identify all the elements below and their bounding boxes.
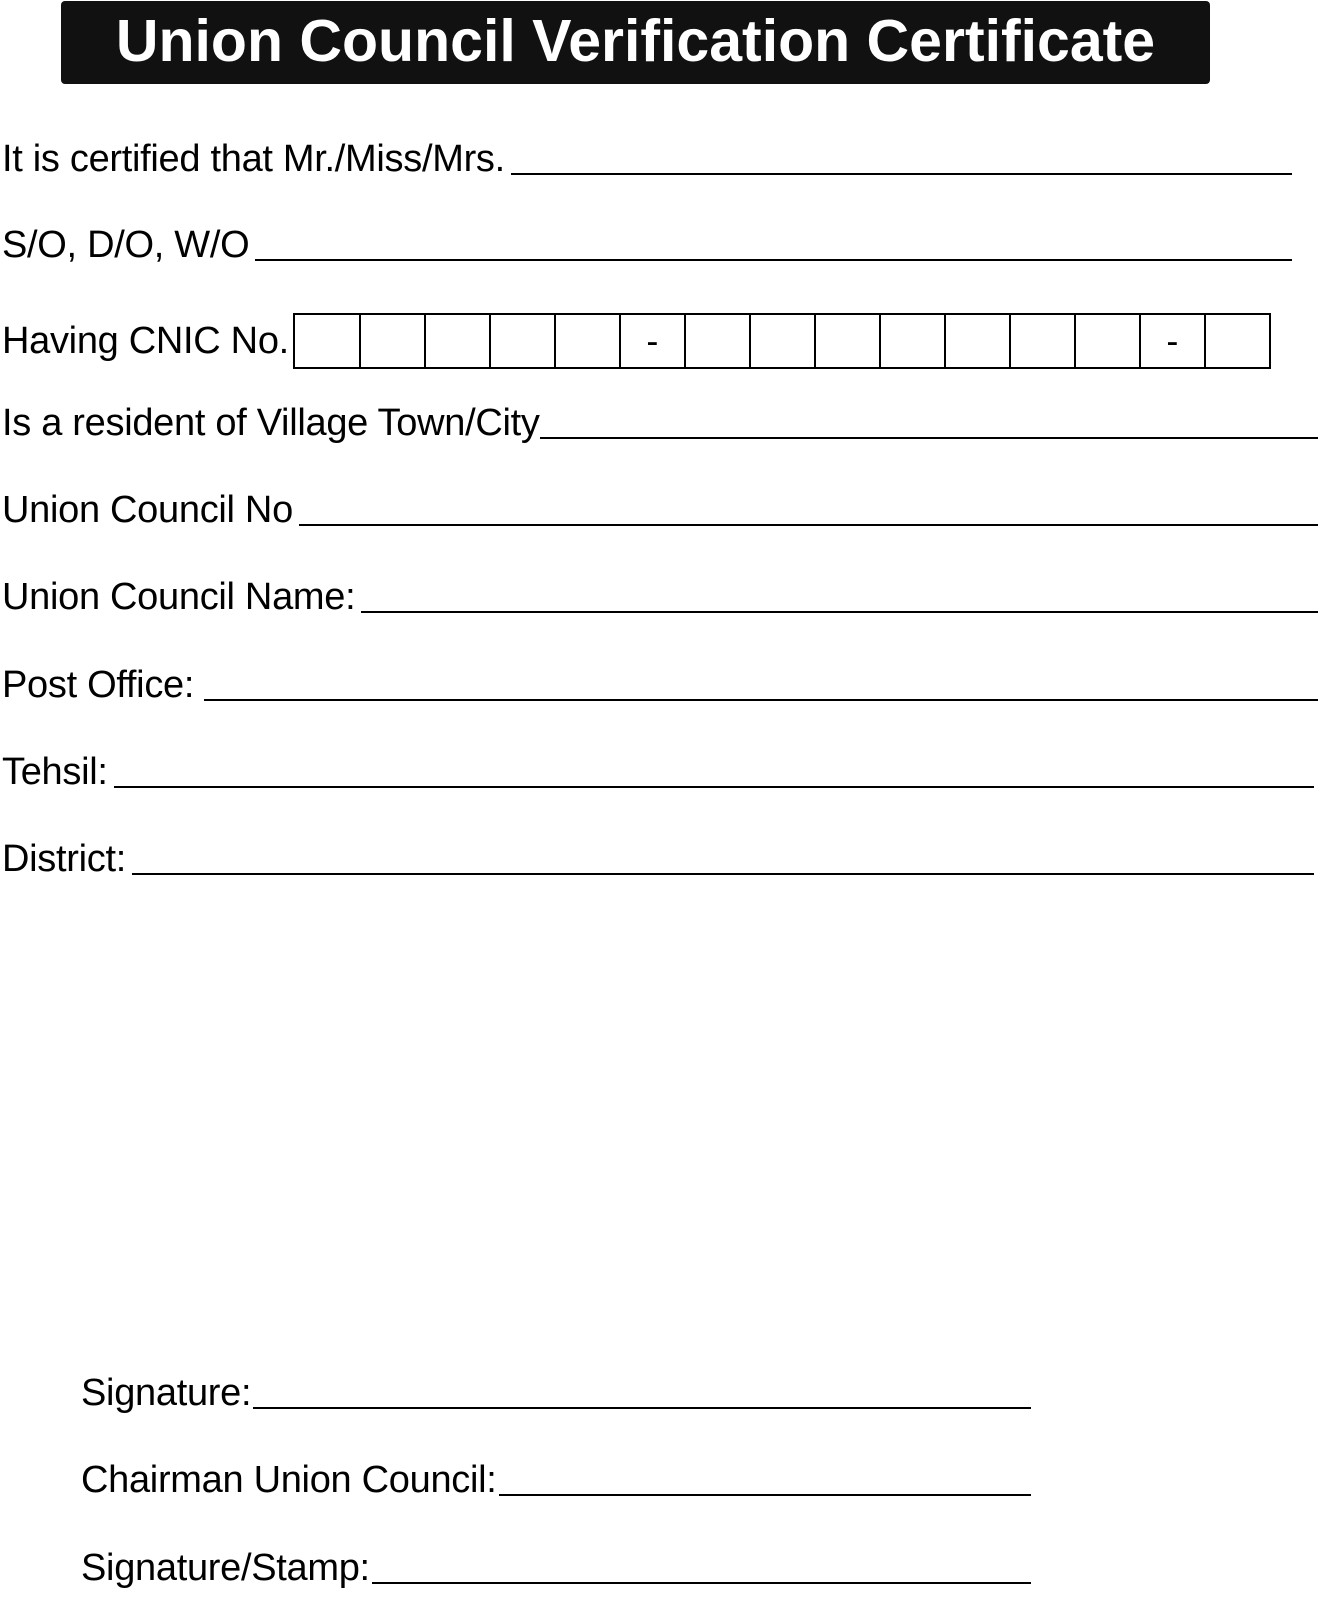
field-post-office-label: Post Office: (2, 664, 195, 706)
chairman-line[interactable] (499, 1494, 1031, 1496)
certificate-title-banner (61, 1, 1210, 84)
field-relation-label: S/O, D/O, W/O (2, 224, 250, 266)
cnic-box[interactable] (749, 315, 814, 367)
cnic-box[interactable] (424, 315, 489, 367)
chairman-field (81, 1461, 1031, 1499)
signature-label: Signature: (81, 1372, 252, 1414)
stamp-field (81, 1549, 1031, 1587)
cnic-separator: - (1139, 315, 1204, 367)
field-district-line[interactable] (132, 873, 1314, 875)
cnic-box[interactable] (359, 315, 424, 367)
field-uc-number-label: Union Council No (2, 489, 293, 531)
certificate-title: Union Council Verification Certificate (115, 8, 1156, 74)
signature-field (81, 1374, 1031, 1412)
field-district-label: District: (2, 838, 126, 880)
field-name (2, 140, 1292, 178)
field-post-office (2, 666, 1318, 704)
field-name-line[interactable] (511, 173, 1292, 175)
field-post-office-line[interactable] (204, 699, 1318, 701)
cnic-box[interactable] (1074, 315, 1139, 367)
cnic-box[interactable] (1009, 315, 1074, 367)
cnic-box[interactable] (944, 315, 1009, 367)
cnic-separator: - (619, 315, 684, 367)
stamp-line[interactable] (372, 1582, 1031, 1584)
field-residence-line[interactable] (540, 437, 1318, 439)
field-residence-label: Is a resident of Village Town/City (2, 402, 540, 444)
field-uc-number (2, 491, 1318, 529)
field-tehsil-line[interactable] (114, 786, 1314, 788)
field-uc-name (2, 578, 1318, 616)
stamp-label: Signature/Stamp: (81, 1547, 370, 1589)
cnic-box[interactable] (489, 315, 554, 367)
cnic-box[interactable] (554, 315, 619, 367)
field-relation-line[interactable] (255, 259, 1292, 261)
field-uc-number-line[interactable] (299, 524, 1318, 526)
field-uc-name-line[interactable] (361, 611, 1318, 613)
field-name-label: It is certified that Mr./Miss/Mrs. (2, 138, 505, 180)
field-district (2, 840, 1314, 878)
cnic-box[interactable] (814, 315, 879, 367)
field-tehsil-label: Tehsil: (2, 751, 108, 793)
field-uc-name-label: Union Council Name: (2, 576, 356, 618)
signature-line[interactable] (253, 1407, 1031, 1409)
field-cnic-label: Having CNIC No. (2, 320, 289, 362)
cnic-box[interactable] (1204, 315, 1269, 367)
field-relation (2, 226, 1292, 264)
field-cnic (2, 313, 1318, 369)
cnic-boxes (293, 313, 1271, 369)
field-residence (2, 404, 1318, 442)
chairman-label: Chairman Union Council: (81, 1459, 497, 1501)
cnic-box[interactable] (684, 315, 749, 367)
field-tehsil (2, 753, 1314, 791)
cnic-box[interactable] (879, 315, 944, 367)
cnic-box[interactable] (295, 315, 359, 367)
